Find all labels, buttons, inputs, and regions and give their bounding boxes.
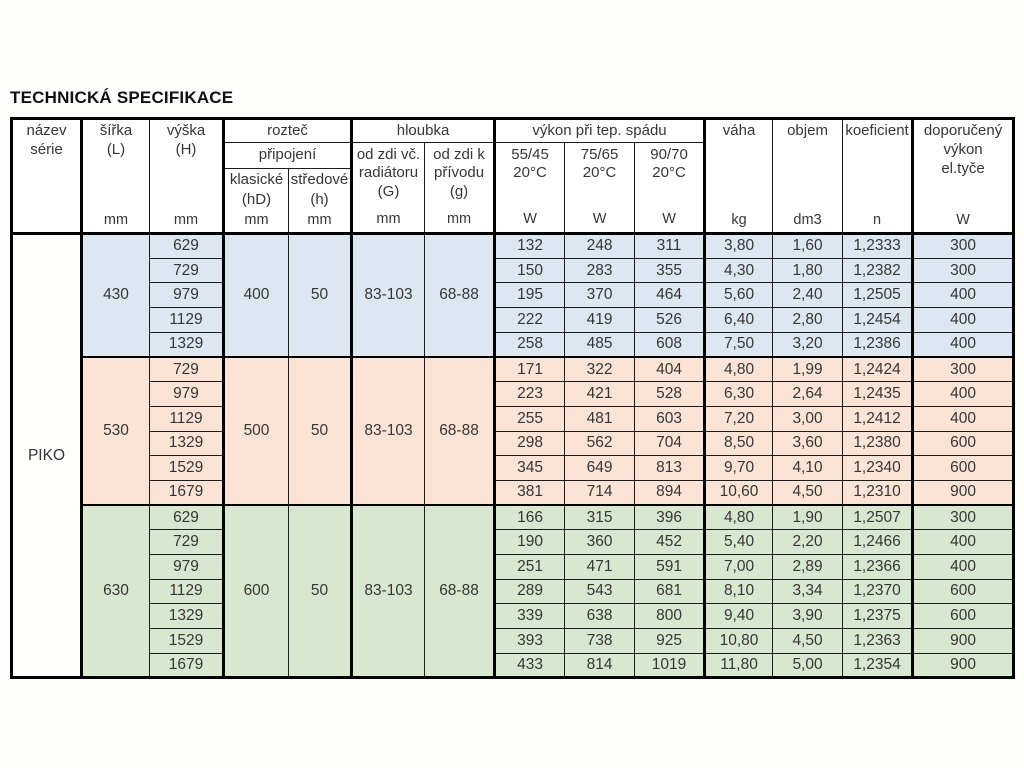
cell-vykon-7565: 638 [565, 604, 635, 629]
series-name-cell: PIKO [12, 234, 82, 678]
technical-spec-table [10, 117, 1015, 679]
cell-vykon-5545: 258 [495, 332, 565, 357]
cell-objem: 4,50 [773, 629, 843, 654]
cell-vykon-5545: 255 [495, 406, 565, 431]
cell-vyska: 1129 [150, 308, 224, 333]
group-header-pripojeni: připojení [224, 143, 352, 169]
col-header-5545 [495, 143, 565, 234]
cell-vykon-5545: 298 [495, 431, 565, 456]
col-header-sirka [82, 119, 150, 234]
cell-vykon-9070: 591 [635, 554, 705, 579]
cell-doporuceny-vykon: 400 [913, 530, 1014, 555]
cell-vykon-5545: 251 [495, 554, 565, 579]
cell-hloubka-od-zdi-vc: 83-103 [352, 505, 425, 678]
table-header [12, 119, 1014, 234]
cell-vaha: 4,80 [705, 505, 773, 530]
cell-objem: 4,10 [773, 456, 843, 481]
page-title: TECHNICKÁ SPECIFIKACE [10, 88, 234, 107]
temp-20c-3: 20°C [652, 164, 686, 182]
cell-vykon-7565: 315 [565, 505, 635, 530]
cell-hloubka-od-zdi-vc: 83-103 [352, 357, 425, 505]
cell-vykon-5545: 166 [495, 505, 565, 530]
cell-koeficient: 1,2354 [843, 653, 913, 678]
sirka-sub: (L) [106, 140, 126, 158]
vaha-label: váha [722, 122, 756, 139]
group-header-roztec: rozteč [224, 119, 352, 143]
cell-objem: 1,80 [773, 258, 843, 283]
cell-vykon-5545: 190 [495, 530, 565, 555]
od-zdi-vc-sub: (G) [377, 183, 400, 200]
cell-vykon-5545: 195 [495, 283, 565, 308]
spec-row [12, 431, 1014, 456]
cell-vykon-9070: 355 [635, 258, 705, 283]
temp-9070: 90/70 [650, 145, 688, 163]
cell-vykon-7565: 248 [565, 234, 635, 259]
cell-vykon-9070: 704 [635, 431, 705, 456]
cell-hloubka-od-zdi-k: 68-88 [425, 357, 495, 505]
objem-label: objem [787, 122, 828, 139]
od-zdi-k-line1: od zdi k [433, 145, 485, 163]
spec-row [12, 530, 1014, 555]
cell-vykon-7565: 471 [565, 554, 635, 579]
cell-stredove: 50 [289, 234, 352, 357]
klasicke-sub: (hD) [241, 190, 272, 208]
cell-vykon-7565: 370 [565, 283, 635, 308]
cell-vykon-9070: 528 [635, 382, 705, 407]
od-zdi-vc-line2: radiátoru [358, 164, 419, 182]
cell-doporuceny-vykon: 600 [913, 579, 1014, 604]
koeficient-label: koeficient [845, 122, 909, 139]
cell-vykon-7565: 485 [565, 332, 635, 357]
doporuceny-line2: výkon [943, 140, 983, 158]
cell-stredove: 50 [289, 505, 352, 678]
cell-hloubka-od-zdi-vc: 83-103 [352, 234, 425, 357]
cell-koeficient: 1,2386 [843, 332, 913, 357]
od-zdi-k-line2: přívodu [434, 164, 485, 182]
spec-row [12, 308, 1014, 333]
cell-vykon-7565: 421 [565, 382, 635, 407]
col-header-7565 [565, 143, 635, 234]
temp-7565: 75/65 [580, 145, 619, 163]
col-header-vaha [705, 119, 773, 234]
cell-vykon-9070: 813 [635, 456, 705, 481]
cell-vaha: 6,40 [705, 308, 773, 333]
cell-vykon-7565: 419 [565, 308, 635, 333]
cell-vykon-9070: 1019 [635, 653, 705, 678]
spec-row [12, 382, 1014, 407]
cell-vyska: 629 [150, 505, 224, 530]
cell-vykon-9070: 925 [635, 629, 705, 654]
cell-vyska: 1129 [150, 406, 224, 431]
klasicke-label: klasické [229, 171, 284, 188]
stredove-label: středové [290, 171, 349, 188]
spec-row [12, 604, 1014, 629]
cell-vykon-5545: 339 [495, 604, 565, 629]
spec-row [12, 480, 1014, 505]
doporuceny-line1: doporučený [923, 122, 1003, 139]
cell-vaha: 9,70 [705, 456, 773, 481]
od-zdi-k-sub: (g) [449, 183, 469, 200]
col-header-klasicke [224, 169, 289, 234]
od-zdi-vc-line1: od zdi vč. [356, 145, 421, 163]
stredove-unit: mm [307, 211, 332, 228]
cell-objem: 3,00 [773, 406, 843, 431]
cell-doporuceny-vykon: 400 [913, 406, 1014, 431]
klasicke-unit: mm [244, 211, 269, 228]
cell-doporuceny-vykon: 600 [913, 456, 1014, 481]
cell-vaha: 10,80 [705, 629, 773, 654]
cell-vaha: 3,80 [705, 234, 773, 259]
koeficient-unit: n [872, 211, 882, 228]
cell-objem: 2,20 [773, 530, 843, 555]
cell-vaha: 4,80 [705, 357, 773, 382]
cell-objem: 2,64 [773, 382, 843, 407]
cell-vyska: 729 [150, 357, 224, 382]
cell-koeficient: 1,2363 [843, 629, 913, 654]
spec-row [12, 258, 1014, 283]
cell-objem: 3,34 [773, 579, 843, 604]
cell-vaha: 9,40 [705, 604, 773, 629]
cell-vykon-9070: 603 [635, 406, 705, 431]
cell-vykon-9070: 311 [635, 234, 705, 259]
w-unit-3: W [662, 211, 676, 228]
cell-vaha: 7,20 [705, 406, 773, 431]
cell-vyska: 1529 [150, 629, 224, 654]
temp-5545: 55/45 [511, 145, 549, 163]
cell-koeficient: 1,2412 [843, 406, 913, 431]
spec-row [12, 629, 1014, 654]
spec-row [12, 283, 1014, 308]
cell-koeficient: 1,2333 [843, 234, 913, 259]
cell-vyska: 1679 [150, 653, 224, 678]
cell-vykon-7565: 714 [565, 480, 635, 505]
col-header-vyska [150, 119, 224, 234]
cell-objem: 1,60 [773, 234, 843, 259]
cell-vykon-7565: 283 [565, 258, 635, 283]
cell-objem: 2,80 [773, 308, 843, 333]
cell-vykon-9070: 396 [635, 505, 705, 530]
cell-doporuceny-vykon: 900 [913, 480, 1014, 505]
cell-vyska: 979 [150, 554, 224, 579]
cell-vaha: 4,30 [705, 258, 773, 283]
cell-doporuceny-vykon: 900 [913, 653, 1014, 678]
od-zdi-vc-unit: mm [376, 211, 401, 228]
spec-row [12, 406, 1014, 431]
cell-vykon-5545: 223 [495, 382, 565, 407]
cell-klasicke: 600 [224, 505, 289, 678]
vaha-unit: kg [731, 211, 747, 228]
cell-vykon-9070: 608 [635, 332, 705, 357]
cell-koeficient: 1,2380 [843, 431, 913, 456]
cell-doporuceny-vykon: 600 [913, 604, 1014, 629]
cell-objem: 5,00 [773, 653, 843, 678]
cell-vaha: 8,10 [705, 579, 773, 604]
cell-doporuceny-vykon: 400 [913, 283, 1014, 308]
col-header-nazev-serie [12, 119, 82, 234]
cell-vykon-7565: 649 [565, 456, 635, 481]
cell-vaha: 8,50 [705, 431, 773, 456]
doporuceny-line3: el.tyče [941, 159, 985, 177]
cell-koeficient: 1,2507 [843, 505, 913, 530]
spec-row [12, 234, 1014, 259]
cell-objem: 3,20 [773, 332, 843, 357]
od-zdi-k-unit: mm [446, 211, 472, 228]
cell-stredove: 50 [289, 357, 352, 505]
cell-vykon-5545: 289 [495, 579, 565, 604]
cell-objem: 2,89 [773, 554, 843, 579]
cell-vyska: 1679 [150, 480, 224, 505]
col-header-objem [773, 119, 843, 234]
cell-koeficient: 1,2382 [843, 258, 913, 283]
group-header-vykon: výkon při tep. spádu [495, 119, 705, 143]
cell-doporuceny-vykon: 400 [913, 332, 1014, 357]
cell-vykon-7565: 562 [565, 431, 635, 456]
cell-hloubka-od-zdi-k: 68-88 [425, 234, 495, 357]
cell-koeficient: 1,2340 [843, 456, 913, 481]
cell-vykon-7565: 814 [565, 653, 635, 678]
w-unit-2: W [592, 211, 607, 228]
cell-koeficient: 1,2466 [843, 530, 913, 555]
cell-vyska: 729 [150, 258, 224, 283]
cell-vaha: 7,50 [705, 332, 773, 357]
cell-vykon-7565: 322 [565, 357, 635, 382]
cell-objem: 1,99 [773, 357, 843, 382]
spec-row [12, 653, 1014, 678]
cell-sirka: 630 [82, 505, 150, 678]
cell-vykon-5545: 345 [495, 456, 565, 481]
cell-vyska: 979 [150, 283, 224, 308]
sirka-label: šířka [99, 122, 133, 139]
cell-vaha: 10,60 [705, 480, 773, 505]
cell-koeficient: 1,2424 [843, 357, 913, 382]
stredove-sub: (h) [310, 190, 329, 208]
spec-row [12, 357, 1014, 382]
cell-objem: 3,90 [773, 604, 843, 629]
cell-koeficient: 1,2435 [843, 382, 913, 407]
cell-vyska: 1529 [150, 456, 224, 481]
cell-vykon-5545: 433 [495, 653, 565, 678]
cell-klasicke: 400 [224, 234, 289, 357]
cell-vaha: 5,40 [705, 530, 773, 555]
temp-20c-1: 20°C [513, 164, 547, 182]
cell-vykon-5545: 171 [495, 357, 565, 382]
cell-vykon-7565: 738 [565, 629, 635, 654]
cell-doporuceny-vykon: 400 [913, 554, 1014, 579]
cell-vyska: 729 [150, 530, 224, 555]
group-header-hloubka: hloubka [352, 119, 495, 143]
objem-unit: dm3 [793, 211, 822, 228]
w-unit-1: W [523, 211, 537, 228]
cell-vykon-9070: 894 [635, 480, 705, 505]
spec-row [12, 505, 1014, 530]
spec-row [12, 332, 1014, 357]
cell-koeficient: 1,2370 [843, 579, 913, 604]
cell-vyska: 1329 [150, 332, 224, 357]
cell-vykon-9070: 404 [635, 357, 705, 382]
cell-vaha: 11,80 [705, 653, 773, 678]
cell-doporuceny-vykon: 300 [913, 505, 1014, 530]
col-header-koeficient [843, 119, 913, 234]
cell-objem: 3,60 [773, 431, 843, 456]
doporuceny-unit: W [956, 211, 970, 228]
cell-vykon-5545: 132 [495, 234, 565, 259]
cell-vykon-9070: 452 [635, 530, 705, 555]
cell-koeficient: 1,2366 [843, 554, 913, 579]
cell-vykon-5545: 393 [495, 629, 565, 654]
cell-koeficient: 1,2310 [843, 480, 913, 505]
spec-table-body [12, 234, 1014, 678]
cell-vykon-5545: 150 [495, 258, 565, 283]
cell-objem: 2,40 [773, 283, 843, 308]
cell-koeficient: 1,2505 [843, 283, 913, 308]
spec-row [12, 579, 1014, 604]
cell-vykon-5545: 381 [495, 480, 565, 505]
cell-vykon-5545: 222 [495, 308, 565, 333]
cell-hloubka-od-zdi-k: 68-88 [425, 505, 495, 678]
cell-vykon-9070: 681 [635, 579, 705, 604]
nazev-line1: název [26, 122, 67, 139]
cell-vykon-9070: 526 [635, 308, 705, 333]
cell-objem: 1,90 [773, 505, 843, 530]
cell-sirka: 530 [82, 357, 150, 505]
cell-doporuceny-vykon: 300 [913, 234, 1014, 259]
cell-objem: 4,50 [773, 480, 843, 505]
vyska-sub: (H) [175, 140, 197, 158]
spec-row [12, 456, 1014, 481]
col-header-stredove [289, 169, 352, 234]
cell-vykon-7565: 543 [565, 579, 635, 604]
cell-vykon-7565: 360 [565, 530, 635, 555]
cell-vyska: 1329 [150, 604, 224, 629]
cell-koeficient: 1,2375 [843, 604, 913, 629]
nazev-line2: série [30, 140, 63, 158]
cell-doporuceny-vykon: 300 [913, 357, 1014, 382]
cell-vykon-9070: 800 [635, 604, 705, 629]
cell-vaha: 7,00 [705, 554, 773, 579]
cell-koeficient: 1,2454 [843, 308, 913, 333]
cell-vyska: 629 [150, 234, 224, 259]
cell-vykon-9070: 464 [635, 283, 705, 308]
spec-row [12, 554, 1014, 579]
cell-vyska: 979 [150, 382, 224, 407]
cell-klasicke: 500 [224, 357, 289, 505]
cell-vyska: 1129 [150, 579, 224, 604]
cell-doporuceny-vykon: 600 [913, 431, 1014, 456]
col-header-od-zdi-vc [352, 143, 425, 234]
cell-doporuceny-vykon: 300 [913, 258, 1014, 283]
col-header-od-zdi-k [425, 143, 495, 234]
cell-vykon-7565: 481 [565, 406, 635, 431]
vyska-unit: mm [173, 211, 199, 228]
cell-doporuceny-vykon: 400 [913, 382, 1014, 407]
vyska-label: výška [166, 122, 206, 139]
cell-vaha: 5,60 [705, 283, 773, 308]
temp-20c-2: 20°C [582, 164, 617, 182]
cell-sirka: 430 [82, 234, 150, 357]
col-header-9070 [635, 143, 705, 234]
cell-doporuceny-vykon: 400 [913, 308, 1014, 333]
col-header-doporuceny-vykon [913, 119, 1014, 234]
cell-doporuceny-vykon: 900 [913, 629, 1014, 654]
sirka-unit: mm [103, 211, 129, 228]
cell-vyska: 1329 [150, 431, 224, 456]
cell-vaha: 6,30 [705, 382, 773, 407]
